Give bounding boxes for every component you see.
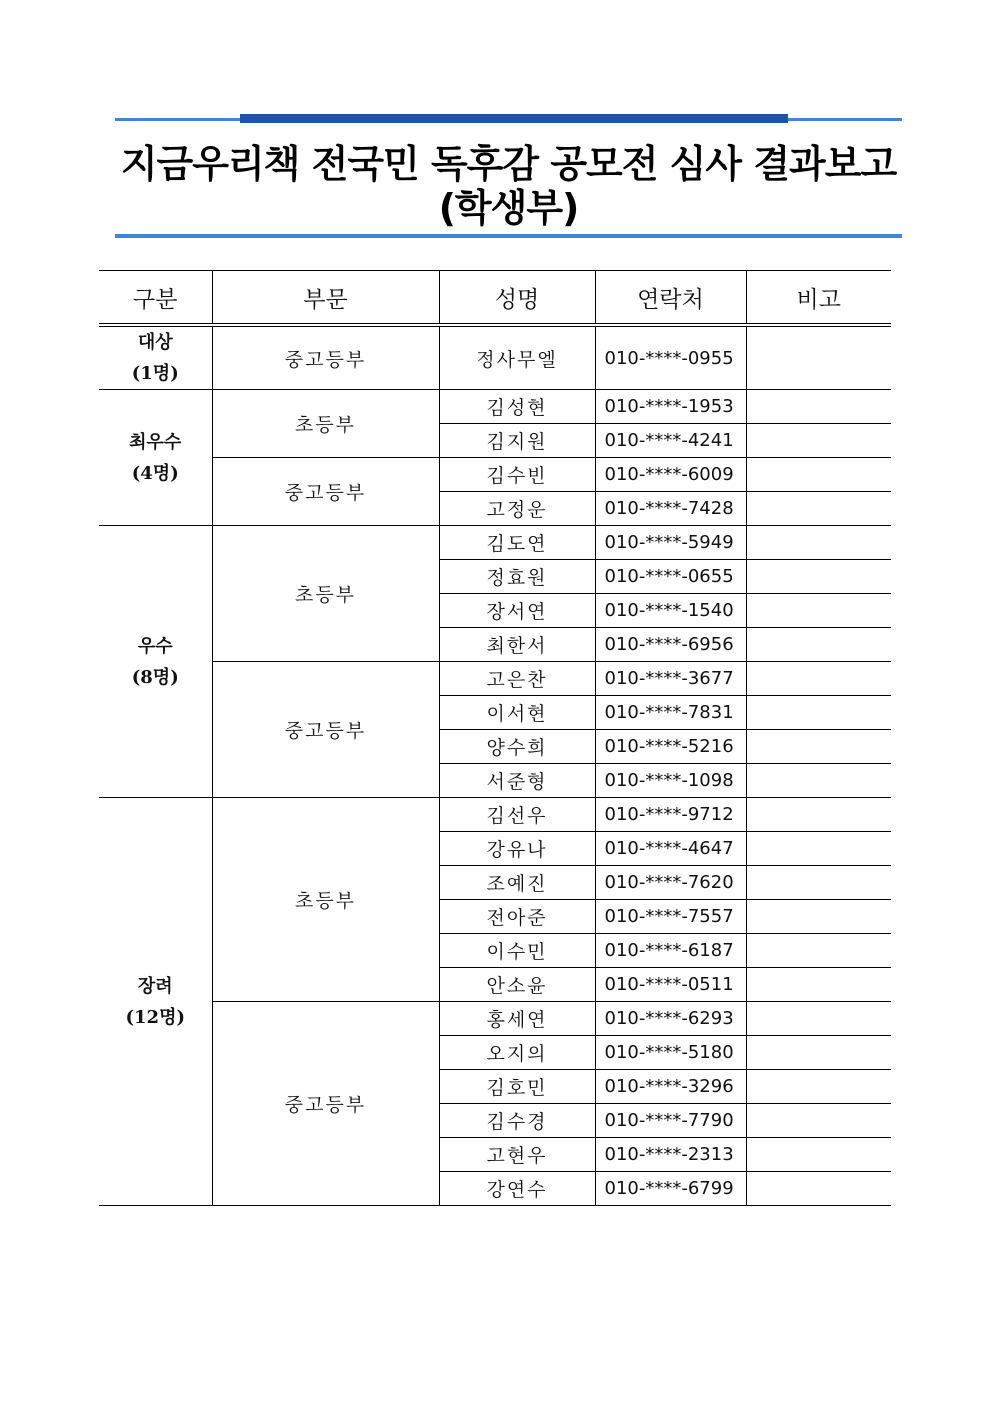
page-title [115,142,902,230]
contact-cell: 010-****-1540 [595,594,746,628]
division-cell: 중고등부 [212,662,439,798]
contact-cell: 010-****-7557 [595,900,746,934]
person-name-cell: 김지원 [439,424,595,458]
contact-cell: 010-****-7831 [595,696,746,730]
person-name-cell: 김선우 [439,798,595,832]
person-name-cell: 장서연 [439,594,595,628]
contact-cell: 010-****-3296 [595,1070,746,1104]
person-name-cell: 홍세연 [439,1002,595,1036]
person-name-cell: 조예진 [439,866,595,900]
contact-cell: 010-****-5216 [595,730,746,764]
table-row [99,325,891,390]
person-name-cell: 최한서 [439,628,595,662]
header-name: 성명 [439,271,595,326]
award-category: 장려 [137,975,173,997]
division-cell: 중고등부 [212,1002,439,1206]
person-name-cell: 서준형 [439,764,595,798]
note-cell [746,662,891,696]
table-row [99,458,891,492]
award-category-cell [99,390,212,526]
note-cell [746,594,891,628]
contact-cell: 010-****-0955 [595,325,746,390]
title-block [115,112,902,242]
contact-cell: 010-****-5949 [595,526,746,560]
note-cell [746,730,891,764]
note-cell [746,968,891,1002]
title-rule-bottom [115,234,902,238]
header-row [99,271,891,326]
award-category: 대상 [137,332,173,353]
person-name-cell: 오지의 [439,1036,595,1070]
contact-cell: 010-****-4241 [595,424,746,458]
contact-cell: 010-****-7790 [595,1104,746,1138]
contact-cell: 010-****-6009 [595,458,746,492]
note-cell [746,458,891,492]
note-cell [746,1036,891,1070]
award-count: (4명) [131,462,179,484]
note-cell [746,526,891,560]
person-name-cell: 정사무엘 [439,325,595,390]
person-name-cell: 강유나 [439,832,595,866]
table-row [99,1002,891,1036]
award-category-cell [99,526,212,798]
person-name-cell: 고정운 [439,492,595,526]
division-cell: 중고등부 [212,458,439,526]
person-name-cell: 김수빈 [439,458,595,492]
note-cell [746,798,891,832]
award-count: (8명) [131,666,179,688]
table-row [99,526,891,560]
note-cell [746,934,891,968]
contact-cell: 010-****-7620 [595,866,746,900]
contact-cell: 010-****-6799 [595,1172,746,1206]
table-row [99,662,891,696]
contact-cell: 010-****-5180 [595,1036,746,1070]
division-cell: 초등부 [212,798,439,1002]
note-cell [746,832,891,866]
note-cell [746,560,891,594]
person-name-cell: 양수희 [439,730,595,764]
person-name-cell: 전아준 [439,900,595,934]
award-category-cell [99,325,212,390]
award-category: 최우수 [129,431,182,453]
header-division: 부문 [212,271,439,326]
note-cell [746,764,891,798]
person-name-cell: 김성현 [439,390,595,424]
contact-cell: 010-****-6187 [595,934,746,968]
contact-cell: 010-****-7428 [595,492,746,526]
note-cell [746,1138,891,1172]
person-name-cell: 고은찬 [439,662,595,696]
header-note: 비고 [746,271,891,326]
contact-cell: 010-****-1953 [595,390,746,424]
award-count: (12명) [125,1006,185,1028]
person-name-cell: 이서현 [439,696,595,730]
contact-cell: 010-****-1098 [595,764,746,798]
contact-cell: 010-****-9712 [595,798,746,832]
header-category: 구분 [99,271,212,326]
person-name-cell: 이수민 [439,934,595,968]
division-cell: 초등부 [212,390,439,458]
contact-cell: 010-****-0511 [595,968,746,1002]
header-contact: 연락처 [595,271,746,326]
contact-cell: 010-****-6293 [595,1002,746,1036]
person-name-cell: 김호민 [439,1070,595,1104]
person-name-cell: 김수경 [439,1104,595,1138]
division-cell: 초등부 [212,526,439,662]
note-cell [746,1172,891,1206]
page-title-line1: 지금우리책 전국민 독후감 공모전 심사 결과보고 [120,142,897,186]
note-cell [746,492,891,526]
person-name-cell: 고현우 [439,1138,595,1172]
note-cell [746,866,891,900]
person-name-cell: 김도연 [439,526,595,560]
note-cell [746,696,891,730]
contact-cell: 010-****-6956 [595,628,746,662]
results-table [99,270,891,1206]
note-cell [746,325,891,390]
note-cell [746,1070,891,1104]
division-cell: 중고등부 [212,325,439,390]
person-name-cell: 안소윤 [439,968,595,1002]
title-rule-top-accent [240,114,788,123]
award-category-cell [99,798,212,1206]
note-cell [746,390,891,424]
person-name-cell: 정효원 [439,560,595,594]
person-name-cell: 강연수 [439,1172,595,1206]
table-row [99,798,891,832]
note-cell [746,424,891,458]
contact-cell: 010-****-3677 [595,662,746,696]
note-cell [746,900,891,934]
page-title-line2: (학생부) [438,186,579,230]
award-category: 우수 [137,635,173,657]
contact-cell: 010-****-0655 [595,560,746,594]
note-cell [746,1002,891,1036]
contact-cell: 010-****-4647 [595,832,746,866]
note-cell [746,628,891,662]
note-cell [746,1104,891,1138]
results-body [99,325,891,1206]
award-count: (1명) [131,363,179,384]
contact-cell: 010-****-2313 [595,1138,746,1172]
table-row [99,390,891,424]
